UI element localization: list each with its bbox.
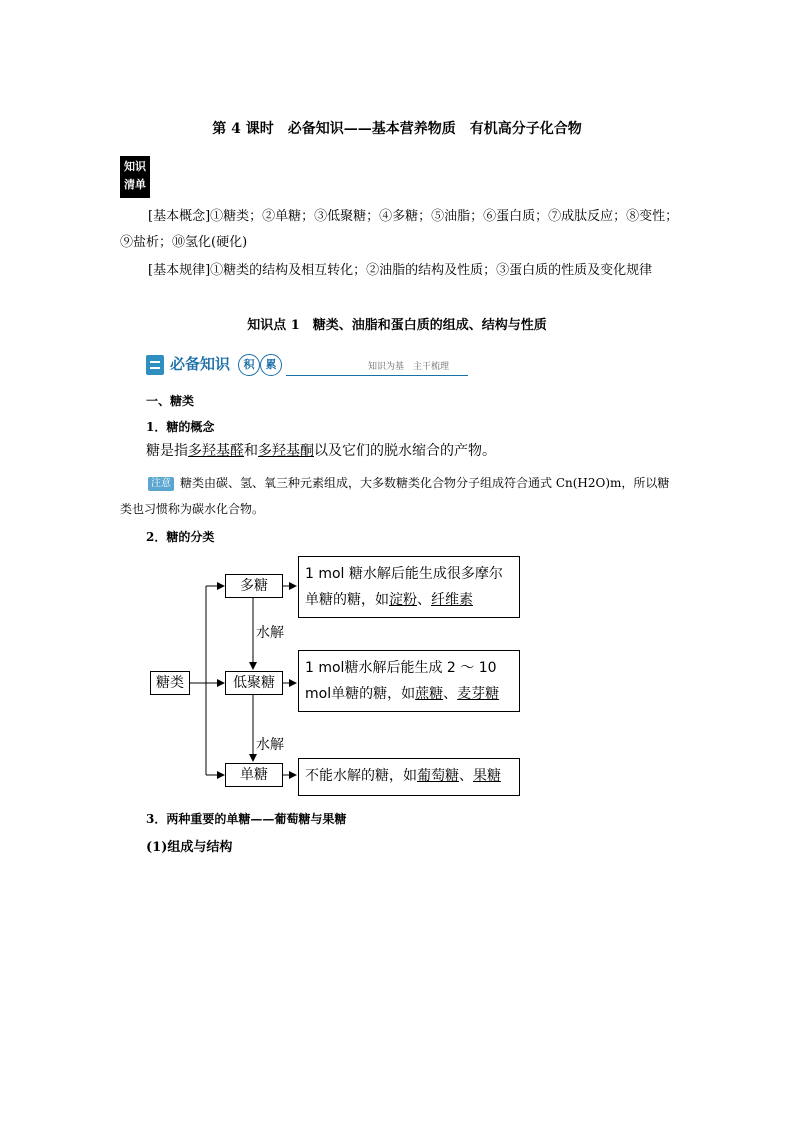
sugar-classification-diagram (150, 550, 530, 800)
desc-oligosaccharide (298, 650, 520, 712)
example-fructose: 果糖 (473, 768, 501, 784)
example-cellulose: 纤维素 (431, 592, 473, 608)
banner-title: 必备知识 (170, 355, 231, 373)
definition-pre: 糖是指 (146, 443, 188, 459)
note-text: 糖类由碳、氢、氧三种元素组成，大多数糖类化合物分子组成符合通式 Cn(H2O)m，所以糖类也习惯称为碳水化合物。 (120, 476, 670, 516)
example-maltose: 麦芽糖 (457, 686, 500, 702)
definition-term-aldehyde: 多羟基醛 (188, 443, 244, 459)
heading-monosaccharides: 3．两种重要的单糖——葡萄糖与果糖 (146, 812, 347, 826)
basic-rules: [基本规律]①糖类的结构及相互转化；②油脂的结构及性质；③蛋白质的性质及变化规律 (148, 263, 653, 278)
basic-concepts: [基本概念]①糖类；②单糖；③低聚糖；④多糖；⑤油脂；⑥蛋白质；⑦成肽反应；⑧变性；⑨盐析；⑩氢化(硬化) (120, 209, 679, 250)
heading-structure: (1)组成与结构 (146, 840, 233, 855)
definition-post: 以及它们的脱水缩合的产物。 (314, 443, 496, 459)
definition-mid: 和 (244, 443, 258, 459)
essential-knowledge-banner (146, 353, 468, 379)
desc-polysaccharide (298, 556, 520, 618)
heading-classification: 2．糖的分类 (146, 530, 215, 544)
node-monosaccharide: 单糖 (225, 763, 283, 787)
hydrolysis-label-2: 水解 (256, 737, 284, 753)
section-title: 知识点 1 糖类、油脂和蛋白质的组成、结构与性质 (247, 318, 547, 333)
desc-text: 不能水解的糖，如 (305, 768, 417, 784)
definition-term-ketone: 多羟基酮 (258, 443, 314, 459)
definition (146, 440, 496, 460)
page-title: 第 4 课时 必备知识——基本营养物质 有机高分子化合物 (212, 121, 582, 137)
hydrolysis-label-1: 水解 (256, 625, 284, 641)
heading-concept: 1．糖的概念 (146, 420, 215, 434)
badge-line-2: 清单 (124, 178, 146, 191)
banner-ring-1: 积 (238, 354, 260, 376)
knowledge-list-badge (120, 156, 150, 198)
example-glucose: 葡萄糖 (417, 768, 459, 784)
example-sucrose: 蔗糖 (415, 686, 444, 702)
banner-underline (286, 375, 468, 376)
sep: 、 (443, 686, 458, 702)
note-block (120, 470, 680, 522)
banner-subtitle: 知识为基 主干梳理 (368, 362, 450, 372)
desc-text: 1 mol 糖水解后能生成很多摩尔单糖的糖，如 (305, 566, 503, 608)
desc-text: 1 mol糖水解后能生成 2 ～ 10 mol单糖的糖，如 (305, 660, 497, 702)
note-tag: 注意 (148, 477, 174, 491)
node-carbohydrate: 糖类 (150, 671, 190, 695)
sep: 、 (417, 592, 431, 608)
example-starch: 淀粉 (389, 592, 417, 608)
node-polysaccharide: 多糖 (225, 574, 283, 598)
book-icon (146, 355, 164, 375)
sep: 、 (459, 768, 473, 784)
badge-line-1: 知识 (124, 160, 146, 173)
banner-ring-2: 累 (260, 354, 282, 376)
node-oligosaccharide: 低聚糖 (225, 671, 283, 695)
heading-carbohydrates: 一、糖类 (146, 394, 195, 408)
desc-monosaccharide (298, 758, 520, 796)
